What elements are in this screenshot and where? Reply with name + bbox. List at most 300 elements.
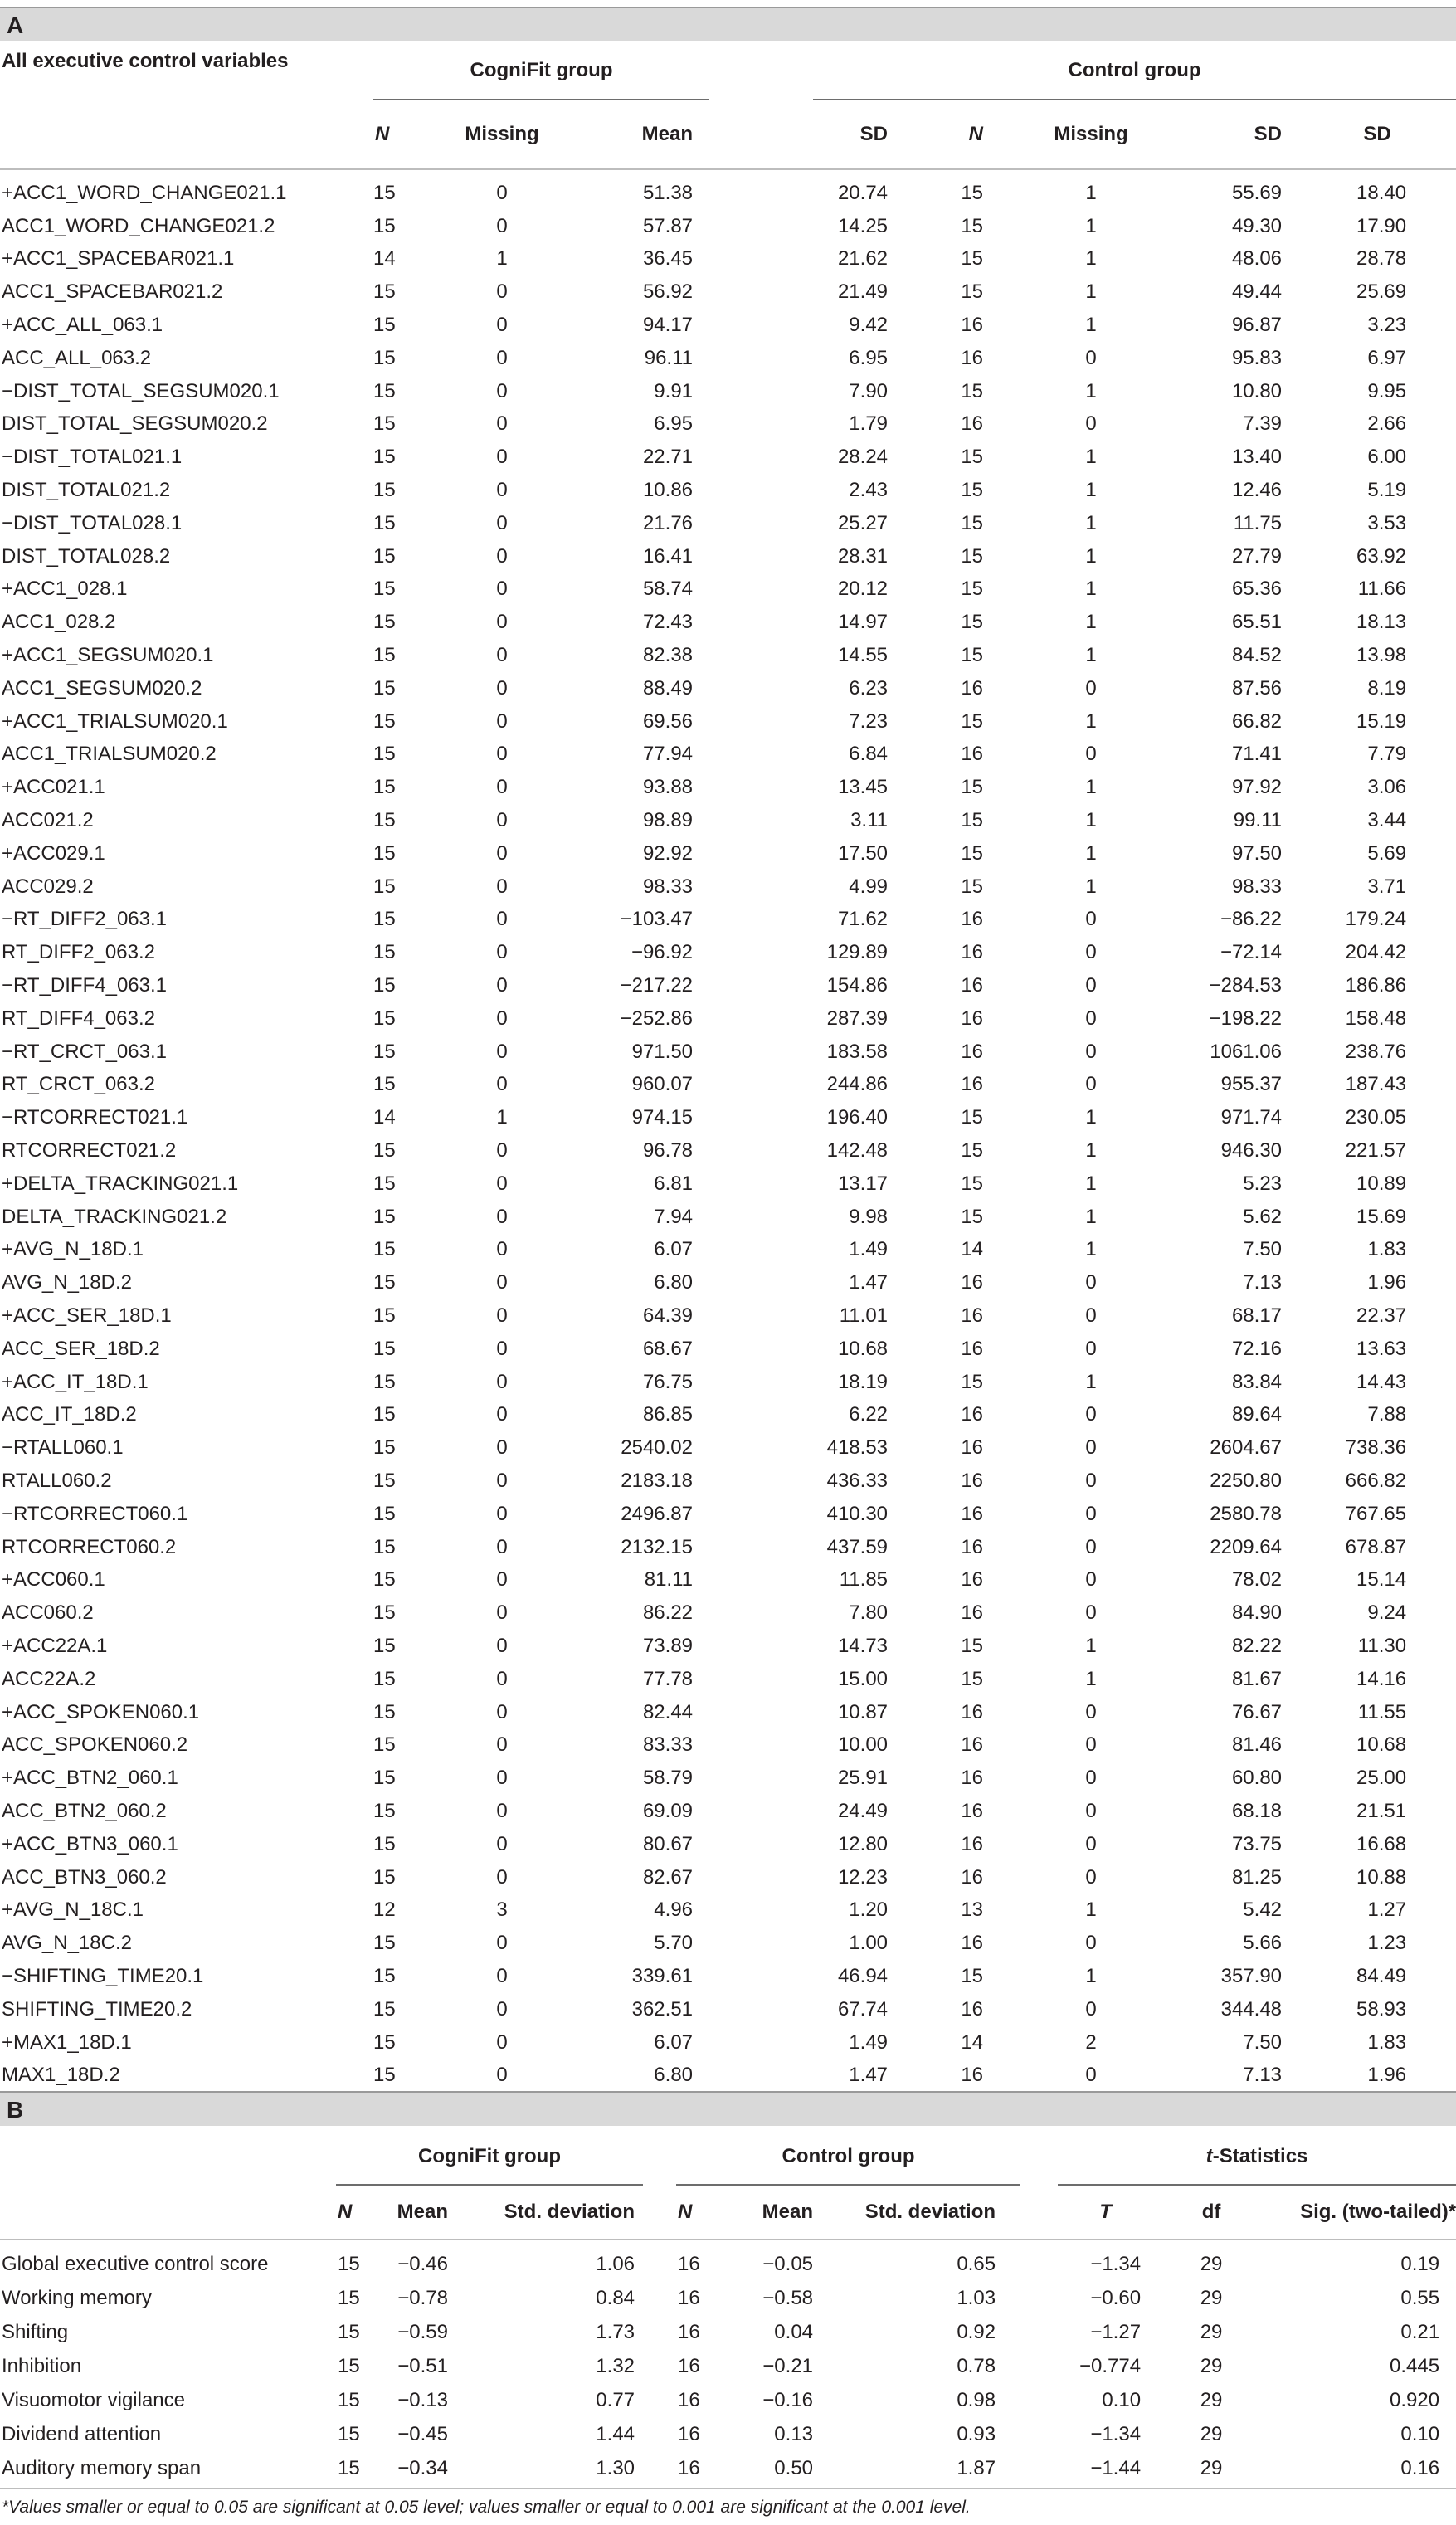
value-cell: 15 (961, 247, 984, 271)
value-cell: 98.33 (642, 875, 694, 898)
value-cell: −0.59 (397, 2320, 448, 2343)
col-header: Std. deviation (864, 2201, 996, 2223)
value-cell: 7.23 (849, 709, 889, 733)
table-row (0, 771, 1456, 804)
value-cell: 0.77 (596, 2388, 635, 2411)
variable-name-cell: −RTCORRECT060.1 (2, 1502, 188, 1525)
value-cell: 1 (1085, 1238, 1097, 1261)
variable-name-cell: +ACC_BTN2_060.1 (2, 1767, 178, 1790)
variable-name-cell: ACC_ALL_063.2 (2, 346, 152, 369)
value-cell: 67.74 (837, 1997, 889, 2020)
value-cell: 11.01 (839, 1304, 889, 1327)
variable-name-cell: ACC1_028.2 (2, 611, 116, 634)
variable-name-cell: RTCORRECT021.2 (2, 1139, 177, 1162)
value-cell: 955.37 (1220, 1073, 1283, 1096)
spacer-cell (709, 1596, 813, 1630)
value-cell: 15 (373, 1139, 396, 1162)
value-cell: 204.42 (1345, 941, 1407, 964)
value-cell: 1 (1085, 214, 1097, 237)
table-row (0, 904, 1456, 937)
value-cell: 0 (496, 412, 508, 436)
value-cell: 60.80 (1231, 1767, 1283, 1790)
table-row (0, 1002, 1456, 1036)
value-cell: 0.92 (957, 2320, 996, 2343)
value-cell: 16 (961, 412, 984, 436)
value-cell: 1 (1085, 875, 1097, 898)
value-cell: 15 (373, 776, 396, 799)
variable-name-cell: +ACC1_WORD_CHANGE021.1 (2, 181, 287, 204)
variable-name-cell: +ACC029.1 (2, 841, 105, 865)
value-cell: 16.41 (642, 544, 694, 568)
value-cell: 1.23 (1367, 1932, 1407, 1955)
value-cell: 1 (1085, 247, 1097, 271)
value-cell: 6.97 (1367, 346, 1407, 369)
value-cell: 15 (373, 1436, 396, 1460)
value-cell: 2604.67 (1210, 1436, 1283, 1460)
value-cell: 57.87 (642, 214, 694, 237)
value-cell: 15 (338, 2286, 360, 2309)
value-cell: 339.61 (631, 1964, 694, 1987)
value-cell: −0.13 (397, 2388, 448, 2411)
value-cell: 4.96 (654, 1899, 694, 1922)
value-cell: 94.17 (642, 314, 694, 337)
spacer-cell (1020, 2240, 1058, 2281)
value-cell: 15 (373, 379, 396, 402)
value-cell: 15 (373, 1205, 396, 1228)
value-cell: 28.31 (837, 544, 889, 568)
value-cell: 83.33 (642, 1733, 694, 1757)
value-cell: 69.09 (642, 1799, 694, 1822)
value-cell: 362.51 (631, 1997, 694, 2020)
value-cell: 0 (496, 1040, 508, 1063)
value-cell: 7.79 (1367, 743, 1407, 766)
variable-name-cell: −DIST_TOTAL021.1 (2, 446, 183, 469)
value-cell: 78.02 (1231, 1568, 1283, 1592)
value-cell: 13.40 (1231, 446, 1283, 469)
footnote: *Values smaller or equal to 0.05 are significant at 0.05 level; values smaller or equal to 0.001 are significant at the 0.001 level. (2, 2498, 971, 2517)
table-row (0, 705, 1456, 738)
value-cell: 84.49 (1356, 1964, 1407, 1987)
value-cell: 1.27 (1367, 1899, 1407, 1922)
value-cell: 16 (961, 1799, 984, 1822)
value-cell: 15 (373, 1040, 396, 1063)
spacer-cell (709, 1002, 813, 1036)
value-cell: 0 (1085, 1502, 1097, 1525)
value-cell: 0 (496, 2064, 508, 2087)
value-cell: 0 (1085, 1733, 1097, 1757)
variable-name-cell: +MAX1_18D.1 (2, 2030, 132, 2054)
table-row (0, 672, 1456, 705)
value-cell: 3 (496, 1899, 508, 1922)
value-cell: −0.45 (397, 2422, 448, 2445)
value-cell: 767.65 (1345, 1502, 1407, 1525)
table-row (0, 738, 1456, 772)
value-cell: 0 (496, 1568, 508, 1592)
value-cell: 1.96 (1367, 1271, 1407, 1294)
variable-name-cell: +AVG_N_18C.1 (2, 1899, 144, 1922)
value-cell: 15 (961, 644, 984, 667)
value-cell: 0 (496, 314, 508, 337)
spacer-cell (709, 169, 813, 210)
value-cell: 1 (1085, 611, 1097, 634)
value-cell: 58.79 (642, 1767, 694, 1790)
table-row (0, 1266, 1456, 1299)
value-cell: 9.42 (849, 314, 889, 337)
value-cell: 16 (961, 1535, 984, 1558)
spacer-cell (709, 904, 813, 937)
spacer-cell (1020, 2417, 1058, 2451)
spacer-cell (709, 1134, 813, 1167)
variable-name-cell: ACC_SPOKEN060.2 (2, 1733, 188, 1757)
value-cell: 0 (496, 1139, 508, 1162)
value-cell: 0 (496, 181, 508, 204)
variable-name-cell: +ACC060.1 (2, 1568, 105, 1592)
control-group-header: Control group (813, 41, 1456, 100)
spacer-cell (709, 275, 813, 309)
table-row (0, 1696, 1456, 1729)
value-cell: 971.50 (631, 1040, 694, 1063)
value-cell: 17.90 (1356, 214, 1407, 237)
value-cell: 14 (961, 1238, 984, 1261)
value-cell: 7.50 (1243, 1238, 1283, 1261)
table-row (0, 1167, 1456, 1201)
value-cell: 0 (496, 578, 508, 601)
value-cell: 1 (1085, 578, 1097, 601)
value-cell: 12.23 (837, 1865, 889, 1889)
value-cell: 0.93 (957, 2422, 996, 2445)
value-cell: 6.95 (849, 346, 889, 369)
value-cell: 95.83 (1231, 346, 1283, 369)
table-row (0, 1894, 1456, 1927)
value-cell: 92.92 (642, 841, 694, 865)
value-cell: 1.87 (957, 2456, 996, 2479)
value-cell: 6.80 (654, 2064, 694, 2087)
value-cell: 96.78 (642, 1139, 694, 1162)
value-cell: 1 (1085, 379, 1097, 402)
value-cell: 15 (373, 346, 396, 369)
measure-name-cell: Auditory memory span (2, 2456, 202, 2479)
value-cell: 238.76 (1345, 1040, 1407, 1063)
col-header: T (1099, 2201, 1112, 2223)
col-header: SD (1363, 123, 1391, 145)
spacer-cell (709, 1201, 813, 1234)
value-cell: 0 (496, 743, 508, 766)
value-cell: 0 (1085, 941, 1097, 964)
value-cell: 7.50 (1243, 2030, 1283, 2054)
value-cell: 7.13 (1243, 2064, 1283, 2087)
value-cell: 16 (961, 908, 984, 931)
value-cell: 15 (373, 611, 396, 634)
value-cell: 15 (373, 544, 396, 568)
value-cell: 0 (1085, 1436, 1097, 1460)
value-cell: 11.55 (1357, 1700, 1407, 1723)
value-cell: 0 (1085, 1304, 1097, 1327)
value-cell: 1 (496, 1106, 508, 1129)
value-cell: 15 (373, 1568, 396, 1592)
value-cell: 0 (496, 1469, 508, 1492)
value-cell: 89.64 (1231, 1403, 1283, 1426)
table-row (0, 1201, 1456, 1234)
spacer-cell (709, 1993, 813, 2026)
t-statistics-header (1058, 2129, 1456, 2185)
value-cell: 82.67 (642, 1865, 694, 1889)
value-cell: −0.46 (397, 2252, 448, 2275)
col-header: N (678, 2201, 693, 2223)
spacer-cell (709, 2059, 813, 2093)
value-cell: 0 (1085, 1832, 1097, 1855)
table-row (0, 969, 1456, 1002)
value-cell: 2 (1085, 2030, 1097, 2054)
value-cell: 5.23 (1243, 1172, 1283, 1195)
value-cell: 1 (1085, 280, 1097, 304)
value-cell: 0 (496, 511, 508, 534)
control-group-header-b: Control group (676, 2129, 1020, 2185)
table-row (0, 1563, 1456, 1596)
value-cell: 15 (961, 1139, 984, 1162)
value-cell: 6.07 (654, 2030, 694, 2054)
value-cell: 15 (373, 511, 396, 534)
value-cell: 15.19 (1356, 709, 1407, 733)
table-row (0, 2059, 1456, 2093)
variable-name-cell: ACC1_WORD_CHANGE021.2 (2, 214, 275, 237)
value-cell: 80.67 (642, 1832, 694, 1855)
value-cell: 16 (961, 1832, 984, 1855)
value-cell: 65.36 (1231, 578, 1283, 601)
table-row (0, 1498, 1456, 1531)
value-cell: 18.40 (1356, 181, 1407, 204)
value-cell: 86.22 (642, 1601, 694, 1625)
value-cell: 1.49 (849, 2030, 889, 2054)
value-cell: 15 (373, 1964, 396, 1987)
table-row (0, 936, 1456, 969)
variable-name-cell: −RT_CRCT_063.1 (2, 1040, 167, 1063)
variable-name-cell: DIST_TOTAL028.2 (2, 544, 171, 568)
value-cell: 14.55 (837, 644, 889, 667)
value-cell: 15 (373, 1799, 396, 1822)
value-cell: 15 (373, 1403, 396, 1426)
value-cell: 1 (1085, 1667, 1097, 1690)
value-cell: 5.19 (1367, 479, 1407, 502)
spacer-cell (709, 1333, 813, 1366)
value-cell: 16 (961, 1767, 984, 1790)
value-cell: 14 (373, 1106, 396, 1129)
value-cell: 15.00 (837, 1667, 889, 1690)
value-cell: 7.80 (849, 1601, 889, 1625)
value-cell: 15 (961, 709, 984, 733)
value-cell: 0.16 (1400, 2456, 1440, 2479)
value-cell: 0 (1085, 1865, 1097, 1889)
value-cell: 3.71 (1367, 875, 1407, 898)
variable-name-cell: ACC_BTN3_060.2 (2, 1865, 167, 1889)
col-header: SD (859, 123, 889, 145)
spacer-cell (709, 2026, 813, 2059)
table-row (0, 1762, 1456, 1795)
value-cell: 71.62 (837, 908, 889, 931)
value-cell: 6.95 (654, 412, 694, 436)
variable-name-cell: ACC021.2 (2, 809, 94, 832)
value-cell: 15 (373, 479, 396, 502)
col-header: df (1201, 2201, 1221, 2223)
value-cell: 0.19 (1400, 2252, 1440, 2275)
value-cell: 15 (373, 841, 396, 865)
spacer-cell (643, 2281, 676, 2315)
measure-name-cell: Shifting (2, 2320, 69, 2343)
value-cell: 16 (961, 1733, 984, 1757)
value-cell: 49.44 (1231, 280, 1283, 304)
value-cell: 3.11 (850, 809, 889, 832)
value-cell: 7.39 (1243, 412, 1283, 436)
value-cell: 22.71 (642, 446, 694, 469)
value-cell: 0 (1085, 974, 1097, 997)
value-cell: 24.49 (837, 1799, 889, 1822)
value-cell: 15 (373, 1832, 396, 1855)
value-cell: 15 (338, 2354, 360, 2377)
value-cell: 11.66 (1357, 578, 1407, 601)
value-cell: 15 (373, 709, 396, 733)
value-cell: 1 (1085, 544, 1097, 568)
value-cell: 15 (373, 280, 396, 304)
value-cell: 2540.02 (621, 1436, 694, 1460)
value-cell: 0 (1085, 2064, 1097, 2087)
value-cell: 0.10 (1400, 2422, 1440, 2445)
spacer-cell (709, 342, 813, 375)
value-cell: 1.47 (849, 2064, 889, 2087)
value-cell: 15 (373, 1502, 396, 1525)
col-header: N (338, 2201, 353, 2223)
value-cell: 63.92 (1356, 544, 1407, 568)
value-cell: −284.53 (1209, 974, 1283, 997)
section-b-label: B (0, 2091, 1456, 2126)
value-cell: 15.69 (1356, 1205, 1407, 1228)
value-cell: 16 (961, 1337, 984, 1360)
value-cell: 0 (1085, 1799, 1097, 1822)
value-cell: 77.78 (642, 1667, 694, 1690)
value-cell: 71.41 (1231, 743, 1283, 766)
value-cell: 15 (961, 809, 984, 832)
value-cell: 16 (961, 1865, 984, 1889)
value-cell: 15 (373, 1601, 396, 1625)
value-cell: 15 (373, 1271, 396, 1294)
value-cell: 20.74 (837, 181, 889, 204)
value-cell: 3.23 (1367, 314, 1407, 337)
value-cell: 0 (496, 1865, 508, 1889)
value-cell: −103.47 (620, 908, 694, 931)
value-cell: 56.92 (642, 280, 694, 304)
spacer-cell (643, 2383, 676, 2417)
value-cell: 16 (961, 1997, 984, 2020)
value-cell: 9.91 (654, 379, 694, 402)
value-cell: 68.67 (642, 1337, 694, 1360)
value-cell: 15 (961, 1964, 984, 1987)
value-cell: 25.69 (1356, 280, 1407, 304)
table-row (0, 2349, 1456, 2383)
value-cell: 16 (678, 2422, 700, 2445)
value-cell: 0.84 (596, 2286, 635, 2309)
table-row (0, 2383, 1456, 2417)
value-cell: 13 (961, 1899, 984, 1922)
variable-name-cell: RT_DIFF4_063.2 (2, 1007, 155, 1030)
table-row (0, 1465, 1456, 1498)
value-cell: 16 (961, 1271, 984, 1294)
value-cell: 221.57 (1345, 1139, 1407, 1162)
value-cell: 15 (373, 314, 396, 337)
value-cell: 28.24 (837, 446, 889, 469)
value-cell: 15 (961, 446, 984, 469)
value-cell: 0 (496, 1832, 508, 1855)
value-cell: 0.55 (1400, 2286, 1440, 2309)
table-row (0, 870, 1456, 904)
value-cell: 971.74 (1220, 1106, 1283, 1129)
table-row (0, 408, 1456, 441)
value-cell: 5.69 (1367, 841, 1407, 865)
value-cell: 88.49 (642, 676, 694, 699)
value-cell: 666.82 (1345, 1469, 1407, 1492)
value-cell: 2183.18 (621, 1469, 694, 1492)
value-cell: 15 (338, 2456, 360, 2479)
variable-name-cell: +ACC1_028.1 (2, 578, 128, 601)
value-cell: 1.79 (849, 412, 889, 436)
measure-name-cell: Working memory (2, 2286, 152, 2309)
value-cell: 6.23 (849, 676, 889, 699)
value-cell: 6.81 (654, 1172, 694, 1195)
value-cell: 738.36 (1345, 1436, 1407, 1460)
value-cell: 15 (373, 644, 396, 667)
table-b-bottom-rule (0, 2488, 1456, 2489)
value-cell: 1.83 (1367, 1238, 1407, 1261)
value-cell: 9.24 (1367, 1601, 1407, 1625)
spacer-cell (709, 540, 813, 573)
variable-name-cell: ACC_BTN2_060.2 (2, 1799, 167, 1822)
table-row (0, 342, 1456, 375)
value-cell: 15 (961, 280, 984, 304)
table-row (0, 837, 1456, 870)
value-cell: 15 (373, 1007, 396, 1030)
value-cell: 5.62 (1243, 1205, 1283, 1228)
value-cell: 0 (1085, 743, 1097, 766)
spacer-cell (709, 1531, 813, 1564)
value-cell: 436.33 (826, 1469, 889, 1492)
value-cell: 16 (961, 676, 984, 699)
value-cell: 960.07 (631, 1073, 694, 1096)
value-cell: 1 (1085, 841, 1097, 865)
value-cell: 0 (496, 676, 508, 699)
value-cell: 0 (496, 544, 508, 568)
value-cell: 15 (373, 1469, 396, 1492)
value-cell: 73.89 (642, 1634, 694, 1657)
spacer-cell (709, 1036, 813, 1069)
value-cell: 16.68 (1356, 1832, 1407, 1855)
value-cell: 0 (1085, 1271, 1097, 1294)
table-row (0, 243, 1456, 276)
value-cell: 11.85 (839, 1568, 889, 1592)
value-cell: 29 (1200, 2320, 1223, 2343)
variable-name-cell: RTALL060.2 (2, 1469, 112, 1492)
value-cell: 0 (1085, 1073, 1097, 1096)
value-cell: 179.24 (1345, 908, 1407, 931)
value-cell: 16 (678, 2252, 700, 2275)
value-cell: 5.70 (654, 1932, 694, 1955)
table-row (0, 1630, 1456, 1663)
value-cell: 418.53 (826, 1436, 889, 1460)
measure-name-cell: Dividend attention (2, 2422, 162, 2445)
value-cell: 16 (961, 941, 984, 964)
table-row (0, 1596, 1456, 1630)
value-cell: 13.17 (837, 1172, 889, 1195)
value-cell: 15 (373, 1700, 396, 1723)
value-cell: 5.66 (1243, 1932, 1283, 1955)
value-cell: 15 (373, 1238, 396, 1261)
variable-name-cell: AVG_N_18C.2 (2, 1932, 132, 1955)
